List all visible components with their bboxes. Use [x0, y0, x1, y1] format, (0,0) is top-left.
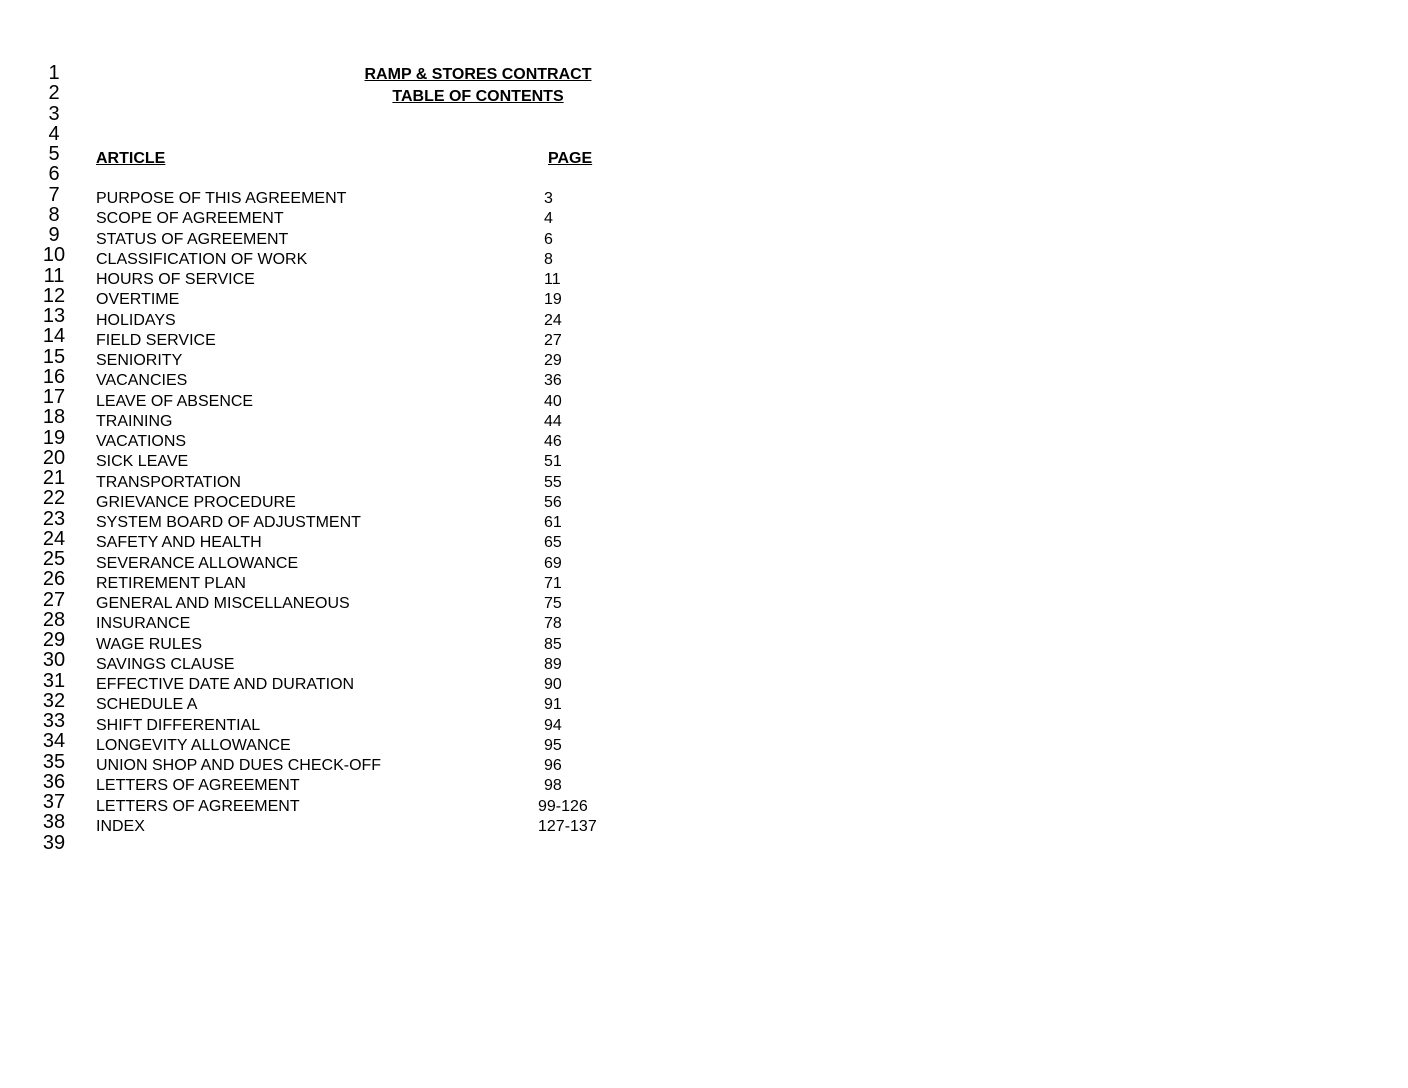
article-column-header: ARTICLE	[96, 150, 166, 167]
toc-entry-page: 75	[544, 595, 562, 612]
toc-entry-page: 78	[544, 615, 562, 633]
toc-entry-page: 91	[544, 696, 562, 714]
toc-entry-title: INDEX	[96, 817, 145, 835]
line-number: 7	[48, 183, 60, 206]
line-number: 2	[48, 82, 60, 105]
line-number: 14	[42, 325, 66, 348]
toc-entry-title: SEVERANCE ALLOWANCE	[96, 554, 299, 572]
line-number: 34	[42, 730, 66, 753]
toc-entry-page: 4	[544, 210, 553, 228]
line-number: 9	[48, 224, 60, 246]
line-number: 37	[42, 791, 66, 813]
line-number: 23	[42, 507, 66, 530]
line-number: 1	[48, 62, 60, 84]
toc-entry	[96, 797, 616, 817]
toc-entry-title: PURPOSE OF THIS AGREEMENT	[96, 190, 347, 207]
line-number: 6	[48, 163, 60, 186]
line-number: 3	[48, 102, 60, 125]
toc-entry-page: 127-137	[538, 817, 597, 835]
toc-entry-title: TRAINING	[96, 412, 173, 430]
document-title: RAMP & STORES CONTRACT	[364, 66, 592, 83]
toc-entry-title: HOURS OF SERVICE	[96, 271, 255, 288]
toc-entry-page: 29	[544, 352, 562, 369]
page-column-header: PAGE	[548, 150, 593, 167]
toc-entry-page: 36	[544, 372, 562, 390]
toc-entry	[96, 655, 616, 675]
toc-entry-title: GRIEVANCE PROCEDURE	[96, 493, 296, 511]
line-number: 28	[42, 608, 66, 631]
line-number: 21	[42, 467, 66, 489]
toc-entry-title: VACATIONS	[96, 433, 187, 450]
toc-entry-title: SENIORITY	[96, 352, 183, 369]
line-number: 24	[42, 527, 66, 550]
toc-entry	[96, 513, 616, 533]
line-number: 31	[42, 669, 66, 692]
line-number: 17	[42, 386, 66, 408]
toc-entry-page: 94	[544, 716, 562, 734]
toc-entry-title: LETTERS OF AGREEMENT	[96, 777, 300, 795]
toc-entry	[96, 432, 616, 452]
toc-entry	[96, 574, 616, 594]
line-number: 36	[42, 770, 66, 793]
toc-entry	[96, 209, 616, 229]
toc-entry-title: LETTERS OF AGREEMENT	[96, 797, 300, 815]
toc-entry-title: CLASSIFICATION OF WORK	[96, 250, 308, 268]
toc-entry-page: 27	[544, 331, 562, 349]
toc-entry-page: 46	[544, 433, 562, 450]
toc-entry-page: 61	[544, 514, 562, 531]
toc-entry	[96, 392, 616, 412]
toc-entry-page: 51	[544, 453, 562, 471]
toc-entry-title: HOLIDAYS	[96, 311, 176, 329]
toc-entry	[96, 290, 616, 310]
line-number: 20	[42, 446, 66, 469]
toc-entry	[96, 533, 616, 553]
toc-entry-page: 55	[544, 473, 562, 491]
toc-entry-page: 90	[544, 676, 562, 693]
toc-entry-page: 69	[544, 554, 562, 572]
line-number: 4	[48, 122, 60, 145]
line-number: 22	[42, 487, 66, 510]
toc-entry-page: 99-126	[538, 797, 588, 815]
line-number: 12	[42, 284, 66, 307]
toc-entry-page: 65	[544, 534, 562, 552]
line-number: 35	[42, 750, 66, 773]
toc-entry-page: 95	[544, 736, 562, 754]
toc-entry	[96, 452, 616, 472]
toc-entry-title: SCHEDULE A	[96, 696, 198, 714]
toc-entry-page: 56	[544, 493, 562, 511]
toc-entry	[96, 635, 616, 655]
toc-entry-title: WAGE RULES	[96, 635, 203, 653]
toc-entry-title: INSURANCE	[96, 615, 191, 633]
toc-entry	[96, 695, 616, 715]
toc-entry-page: 85	[544, 635, 562, 653]
toc-entry-title: SICK LEAVE	[96, 453, 189, 471]
toc-entry-title: SAFETY AND HEALTH	[96, 534, 262, 552]
toc-entry-title: SYSTEM BOARD OF ADJUSTMENT	[96, 514, 361, 531]
toc-entry-page: 40	[544, 392, 562, 410]
toc-entry-page: 3	[544, 190, 553, 207]
line-number: 16	[42, 365, 66, 388]
line-number: 38	[42, 811, 66, 834]
toc-entry-title: EFFECTIVE DATE AND DURATION	[96, 676, 355, 693]
toc-entry	[96, 331, 616, 351]
toc-entry	[96, 230, 616, 250]
line-number: 27	[42, 588, 66, 611]
toc-entry-title: UNION SHOP AND DUES CHECK-OFF	[96, 757, 382, 774]
line-number: 19	[42, 426, 66, 449]
toc-entry-page: 44	[544, 412, 562, 430]
toc-entry	[96, 554, 616, 574]
line-number: 32	[42, 689, 66, 712]
toc-entry-title: SCOPE OF AGREEMENT	[96, 210, 284, 228]
toc-entry-title: VACANCIES	[96, 372, 188, 390]
toc-entry	[96, 736, 616, 756]
line-number: 10	[42, 244, 66, 267]
line-number: 11	[43, 264, 65, 287]
toc-entry-page: 71	[544, 574, 562, 592]
toc-entry	[96, 594, 616, 614]
toc-entry	[96, 756, 616, 776]
line-number: 13	[42, 305, 66, 327]
line-number: 29	[42, 629, 66, 651]
toc-entry-title: OVERTIME	[96, 291, 180, 309]
toc-entry-title: RETIREMENT PLAN	[96, 574, 246, 592]
document-subtitle: TABLE OF CONTENTS	[392, 88, 564, 105]
toc-entry	[96, 189, 616, 209]
toc-entry-title: STATUS OF AGREEMENT	[96, 230, 289, 248]
line-number: 33	[42, 710, 66, 732]
toc-entry-page: 6	[544, 230, 553, 248]
toc-entry	[96, 776, 616, 796]
toc-entry	[96, 250, 616, 270]
toc-entry-title: LONGEVITY ALLOWANCE	[96, 736, 291, 754]
toc-entry	[96, 412, 616, 432]
table-of-contents	[96, 189, 616, 837]
toc-entry-title: SAVINGS CLAUSE	[96, 655, 235, 673]
toc-entry-page: 89	[544, 655, 562, 673]
line-number: 30	[42, 649, 66, 672]
toc-entry-page: 96	[544, 757, 562, 774]
toc-entry-page: 11	[544, 271, 561, 288]
toc-entry	[96, 817, 616, 837]
toc-entry-page: 24	[544, 311, 562, 329]
line-number: 26	[42, 568, 66, 591]
toc-entry-page: 19	[544, 291, 562, 309]
toc-entry	[96, 311, 616, 331]
toc-entry	[96, 473, 616, 493]
line-number: 39	[42, 831, 66, 854]
toc-entry-title: LEAVE OF ABSENCE	[96, 392, 254, 410]
toc-entry	[96, 614, 616, 634]
toc-entry	[96, 716, 616, 736]
line-number: 18	[42, 406, 66, 429]
toc-entry	[96, 675, 616, 695]
toc-entry	[96, 351, 616, 371]
toc-entry-title: SHIFT DIFFERENTIAL	[96, 716, 261, 734]
line-number: 25	[42, 548, 66, 570]
toc-entry	[96, 371, 616, 391]
toc-entry-page: 98	[544, 777, 562, 795]
line-number: 5	[48, 143, 60, 165]
line-number: 8	[48, 203, 60, 226]
toc-entry	[96, 270, 616, 290]
line-number-column	[36, 63, 72, 853]
toc-entry-page: 8	[544, 250, 553, 268]
line-number: 15	[42, 345, 66, 368]
toc-entry	[96, 493, 616, 513]
toc-entry-title: TRANSPORTATION	[96, 473, 241, 491]
toc-entry-title: GENERAL AND MISCELLANEOUS	[96, 595, 350, 612]
toc-entry-title: FIELD SERVICE	[96, 331, 216, 349]
